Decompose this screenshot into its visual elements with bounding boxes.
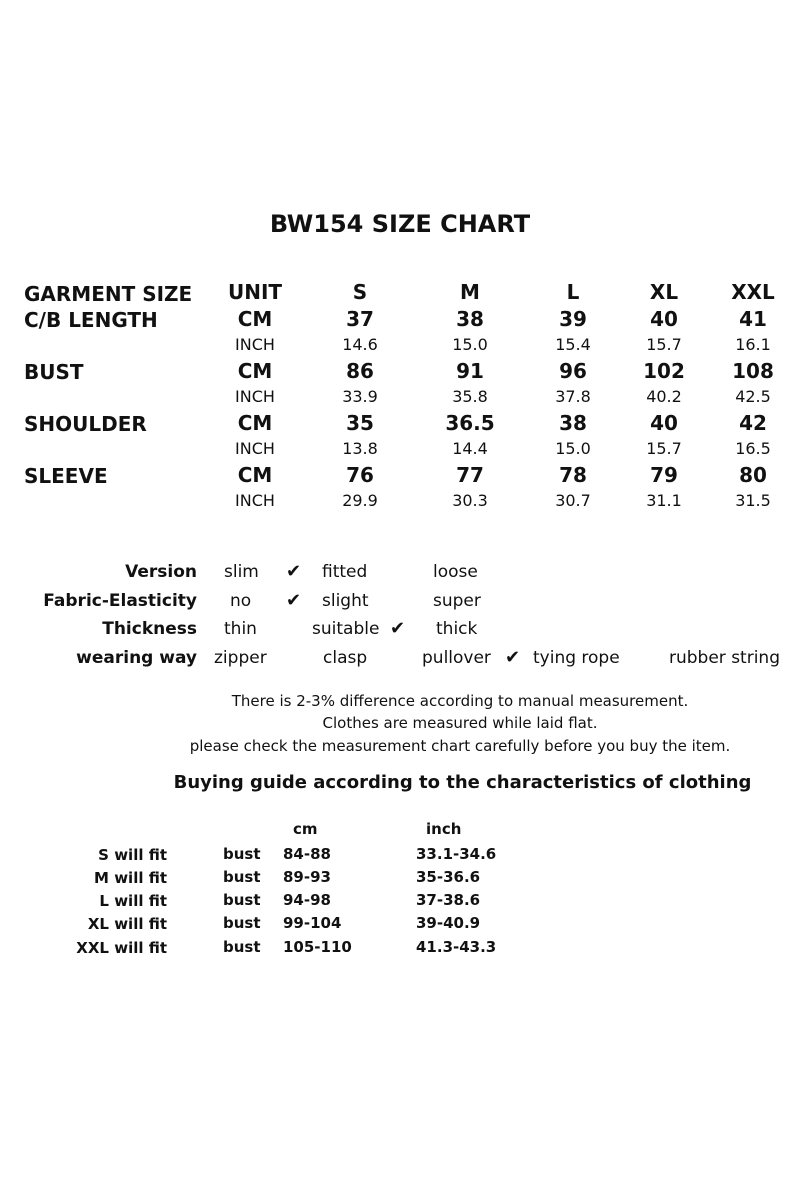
guide-header-cm: cm	[293, 820, 318, 838]
guide-row-label: XL will fit	[87, 915, 167, 933]
value-cm: 38	[456, 307, 484, 331]
value-cm: 38	[559, 411, 587, 435]
unit-inch: INCH	[235, 335, 275, 354]
value-inch: 14.6	[342, 335, 378, 354]
value-inch: 29.9	[342, 491, 378, 510]
value-inch: 31.5	[735, 491, 771, 510]
value-cm: 42	[739, 411, 767, 435]
value-cm: 41	[739, 307, 767, 331]
value-inch: 33.9	[342, 387, 378, 406]
guide-row-part: bust	[223, 891, 261, 909]
value-cm: 40	[650, 411, 678, 435]
guide-row-cm: 105-110	[283, 938, 352, 956]
wearing-option-clasp: clasp	[323, 648, 368, 668]
note-measurement-difference: There is 2-3% difference according to manual measurement.	[231, 692, 689, 710]
guide-row-part: bust	[223, 914, 261, 932]
value-cm: 40	[650, 307, 678, 331]
value-cm: 36.5	[445, 411, 495, 435]
value-inch: 15.7	[646, 335, 682, 354]
check-icon: ✔	[286, 561, 302, 582]
value-cm: 102	[643, 359, 685, 383]
value-cm: 91	[456, 359, 484, 383]
value-cm: 96	[559, 359, 587, 383]
value-cm: 108	[732, 359, 774, 383]
value-inch: 15.4	[555, 335, 591, 354]
guide-row-inch: 33.1-34.6	[416, 845, 497, 863]
thickness-label: Thickness	[102, 619, 197, 639]
unit-cm: CM	[237, 307, 273, 331]
value-inch: 16.5	[735, 439, 771, 458]
value-inch: 14.4	[452, 439, 488, 458]
size-header-l: L	[566, 280, 580, 304]
version-option-loose: loose	[433, 562, 478, 582]
value-cm: 78	[559, 463, 587, 487]
unit-inch: INCH	[235, 491, 275, 510]
thickness-option-thin: thin	[224, 619, 257, 639]
value-cm: 39	[559, 307, 587, 331]
version-option-slim: slim	[224, 562, 259, 582]
wearing-way-label: wearing way	[76, 648, 197, 668]
value-inch: 13.8	[342, 439, 378, 458]
value-inch: 35.8	[452, 387, 488, 406]
page-title: BW154 SIZE CHART	[269, 210, 531, 238]
wearing-option-tying-rope: tying rope	[533, 648, 620, 668]
unit-cm: CM	[237, 411, 273, 435]
buying-guide-title: Buying guide according to the characteristics of clothing	[173, 772, 752, 793]
guide-row-inch: 41.3-43.3	[416, 938, 497, 956]
thickness-option-suitable: suitable	[312, 619, 380, 639]
elasticity-label: Fabric-Elasticity	[43, 591, 197, 611]
guide-row-label: XXL will fit	[76, 939, 167, 957]
unit-cm: CM	[237, 359, 273, 383]
elasticity-option-slight: slight	[322, 591, 369, 611]
unit-inch: INCH	[235, 387, 275, 406]
value-inch: 30.3	[452, 491, 488, 510]
version-label: Version	[125, 562, 197, 582]
unit-cm: CM	[237, 463, 273, 487]
value-cm: 76	[346, 463, 374, 487]
guide-row-inch: 35-36.6	[416, 868, 481, 886]
guide-row-label: M will fit	[94, 869, 167, 887]
guide-row-part: bust	[223, 938, 261, 956]
value-inch: 40.2	[646, 387, 682, 406]
guide-row-cm: 89-93	[283, 868, 331, 886]
value-inch: 15.7	[646, 439, 682, 458]
value-cm: 79	[650, 463, 678, 487]
row-label-bust: BUST	[24, 360, 84, 384]
value-cm: 35	[346, 411, 374, 435]
unit-header: UNIT	[227, 280, 283, 304]
size-header-xxl: XXL	[731, 280, 775, 304]
guide-row-cm: 99-104	[283, 914, 342, 932]
guide-row-cm: 94-98	[283, 891, 331, 909]
check-icon: ✔	[505, 647, 521, 668]
check-icon: ✔	[286, 590, 302, 611]
value-inch: 16.1	[735, 335, 771, 354]
row-label-sleeve: SLEEVE	[24, 464, 108, 488]
size-header-s: S	[352, 280, 368, 304]
value-inch: 42.5	[735, 387, 771, 406]
value-inch: 30.7	[555, 491, 591, 510]
value-cm: 77	[456, 463, 484, 487]
guide-row-part: bust	[223, 845, 261, 863]
guide-row-label: L will fit	[99, 892, 167, 910]
guide-row-part: bust	[223, 868, 261, 886]
guide-header-inch: inch	[426, 820, 462, 838]
value-inch: 15.0	[555, 439, 591, 458]
version-option-fitted: fitted	[322, 562, 368, 582]
row-label-cb-length: C/B LENGTH	[24, 308, 158, 332]
thickness-option-thick: thick	[436, 619, 478, 639]
value-inch: 31.1	[646, 491, 682, 510]
guide-row-cm: 84-88	[283, 845, 331, 863]
size-header-xl: XL	[649, 280, 679, 304]
wearing-option-rubber-string: rubber string	[669, 648, 780, 668]
elasticity-option-no: no	[230, 591, 252, 611]
wearing-option-zipper: zipper	[214, 648, 267, 668]
guide-row-label: S will fit	[98, 846, 167, 864]
note-check-chart: please check the measurement chart carefully before you buy the item.	[189, 737, 731, 755]
value-cm: 37	[346, 307, 374, 331]
check-icon: ✔	[390, 618, 406, 639]
value-inch: 15.0	[452, 335, 488, 354]
guide-row-inch: 39-40.9	[416, 914, 481, 932]
row-label-shoulder: SHOULDER	[24, 412, 147, 436]
size-header-m: M	[460, 280, 480, 304]
value-cm: 80	[739, 463, 767, 487]
value-cm: 86	[346, 359, 374, 383]
unit-inch: INCH	[235, 439, 275, 458]
value-inch: 37.8	[555, 387, 591, 406]
garment-size-header: GARMENT SIZE	[24, 282, 193, 306]
note-laid-flat: Clothes are measured while laid flat.	[322, 714, 598, 732]
elasticity-option-super: super	[433, 591, 481, 611]
guide-row-inch: 37-38.6	[416, 891, 481, 909]
wearing-option-pullover: pullover	[422, 648, 491, 668]
